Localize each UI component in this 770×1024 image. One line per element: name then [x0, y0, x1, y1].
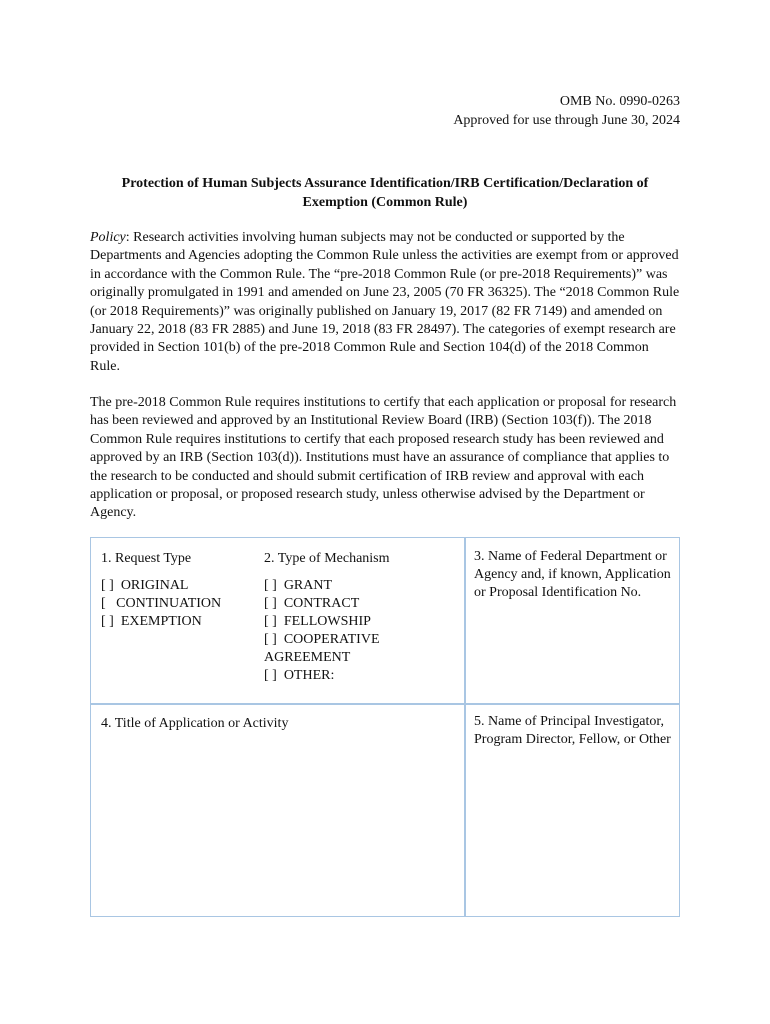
agency-field[interactable] [474, 548, 674, 602]
omb-number: OMB No. 0990-0263 [559, 94, 680, 109]
option-cooperative[interactable]: [ ] COOPERATIVE [264, 632, 380, 647]
row-divider [91, 703, 679, 705]
title-activity-field[interactable] [101, 715, 451, 733]
option-other[interactable]: [ ] OTHER: [264, 668, 335, 683]
certification-paragraph: The pre-2018 Common Rule requires institutions to certify that each application or proposal for research has been reviewed and approved by an Institutional Review Board (IRB) (Section 103(f)). The 2018 Common Rule requires institutions to certify that each proposed research study has been reviewed and approved by an IRB (Section 103(d)). Institutions must have an assurance of compliance that applies to the research to be conducted and should submit certification of IRB review and approval with each application or proposal, or proposed research study, unless otherwise advised by the Department or Agency. [90, 395, 677, 521]
investigator-label: 5. Name of Principal Investigator, Program Director, Fellow, or Other [474, 714, 671, 747]
option-original[interactable]: [ ] ORIGINAL [101, 578, 189, 593]
option-continuation[interactable]: [ CONTINUATION [101, 596, 222, 611]
option-grant[interactable]: [ ] GRANT [264, 578, 333, 593]
option-fellowship[interactable]: [ ] FELLOWSHIP [264, 614, 371, 629]
document-title [90, 174, 680, 212]
mechanism-field[interactable] [264, 550, 459, 685]
title-activity-label: 4. Title of Application or Activity [101, 716, 289, 731]
approval-date: Approved for use through June 30, 2024 [453, 113, 680, 128]
policy-paragraph [90, 229, 680, 376]
column-divider [464, 538, 466, 916]
form-table [90, 537, 680, 917]
policy-text: : Research activities involving human subjects may not be conducted or supported by the Departments and Agencies adopting the Common Rule unless the activities are exempt from or approved in accordance with the Common Rule. The “pre-2018 Common Rule (or pre-2018 Requirements)” was originally promulgated in 1991 and amended on June 23, 2005 (70 FR 36325). The “2018 Common Rule (or 2018 Requirements)” was originally published on January 19, 2017 (82 FR 7149) and amended on January 22, 2018 (83 FR 2885) and June 19, 2018 (83 FR 28497). The categories of exempt research are provided in Section 101(b) of the pre-2018 Common Rule and Section 104(d) of the 2018 Common Rule. [90, 230, 680, 374]
option-cooperative-continued: AGREEMENT [264, 650, 351, 665]
omb-block [453, 92, 680, 130]
request-type-field[interactable] [101, 550, 251, 631]
investigator-field[interactable] [474, 713, 674, 749]
option-contract[interactable]: [ ] CONTRACT [264, 596, 360, 611]
request-type-label: 1. Request Type [101, 551, 192, 566]
policy-label: Policy [90, 230, 126, 245]
option-exemption[interactable]: [ ] EXEMPTION [101, 614, 202, 629]
title-line-1: Protection of Human Subjects Assurance Identification/IRB Certification/Declaration of [121, 176, 649, 191]
mechanism-label: 2. Type of Mechanism [264, 551, 390, 566]
title-line-2: Exemption (Common Rule) [302, 195, 468, 210]
agency-label: 3. Name of Federal Department or Agency and, if known, Application or Proposal Identification No. [474, 549, 671, 600]
